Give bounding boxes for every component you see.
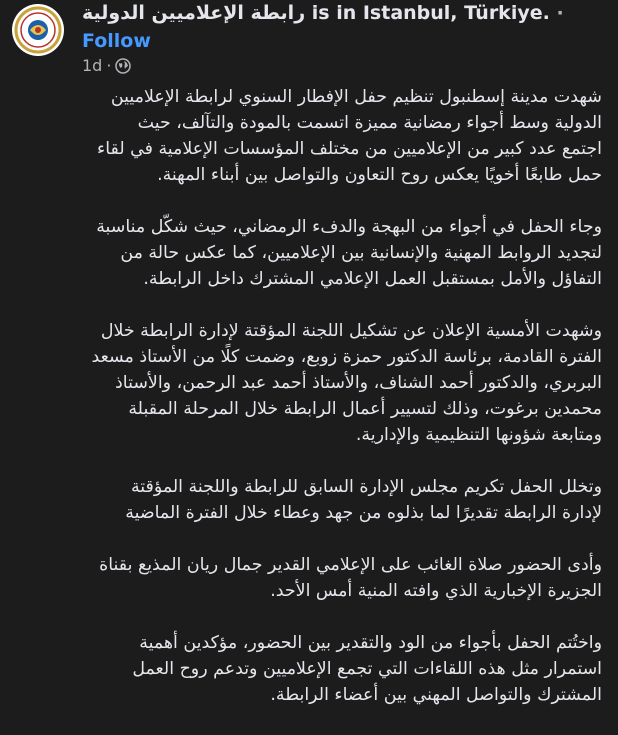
meta-separator: ·	[106, 56, 112, 75]
post-paragraph: واختُتم الحفل بأجواء من الود والتقدير بين الحضور، مؤكدين أهمية استمرار مثل هذه اللقاءات التي تجمع الإعلاميين وتدعم روح العمل المشترك والتواصل المهني بين أعضاء الرابطة.	[132, 633, 602, 705]
post-paragraph: شهدت مدينة إسطنبول تنظيم حفل الإفطار السنوي لرابطة الإعلاميين الدولية وسط أجواء رمضانية مميزة اتسمت بالمودة والتآلف، حيث اجتمع عدد كبير من الإعلاميين من مختلف المؤسسات الإعلامية في لقاء حمل طابعًا أخويًا يعكس روح التعاون والتواصل بين أبناء المهنة.	[97, 87, 602, 185]
post-header	[0, 0, 618, 80]
post-timestamp[interactable]: 1d	[82, 56, 103, 75]
page-name-link[interactable]: رابطة الإعلاميين الدولية	[82, 2, 306, 24]
association-logo-icon	[12, 4, 64, 56]
post-title-line	[82, 0, 612, 26]
title-separator: ·	[556, 2, 564, 24]
globe-icon	[115, 58, 131, 74]
post-paragraph: وأدى الحضور صلاة الغائب على الإعلامي القدير جمال ريان المذيع بقناة الجزيرة الإخبارية الذي وافته المنية أمس الأحد.	[99, 555, 602, 601]
post-paragraph: وجاء الحفل في أجواء من البهجة والدفء الرمضاني، حيث شكّل مناسبة لتجديد الروابط المهنية والإنسانية بين الإعلاميين، كما عكس حالة من التفاؤل والأمل بمستقبل العمل الإعلامي المشترك داخل الرابطة.	[96, 217, 602, 289]
follow-button[interactable]: Follow	[82, 30, 151, 52]
location-text: is in Istanbul, Türkiye.	[311, 2, 550, 24]
page-avatar[interactable]	[12, 4, 64, 56]
post-paragraph: وتخلل الحفل تكريم مجلس الإدارة السابق للرابطة واللجنة المؤقتة لإدارة الرابطة تقديرًا لما بذلوه من جهد وعطاء خلال الفترة الماضية	[125, 477, 602, 523]
post-meta	[82, 55, 131, 77]
post-text	[10, 84, 602, 734]
post-paragraph: وشهدت الأمسية الإعلان عن تشكيل اللجنة المؤقتة لإدارة الرابطة خلال الفترة القادمة، برئاسة الدكتور حمزة زوبع، وضمت كلًا من الأستاذ مسعد البربري، والدكتور أحمد الشناف، والأستاذ أحمد عبد الرحمن، والأستاذ محمدين برغوت، وذلك لتسيير أعمال الرابطة خلال المرحلة المقبلة ومتابعة شؤونها التنظيمية والإدارية.	[91, 321, 602, 445]
